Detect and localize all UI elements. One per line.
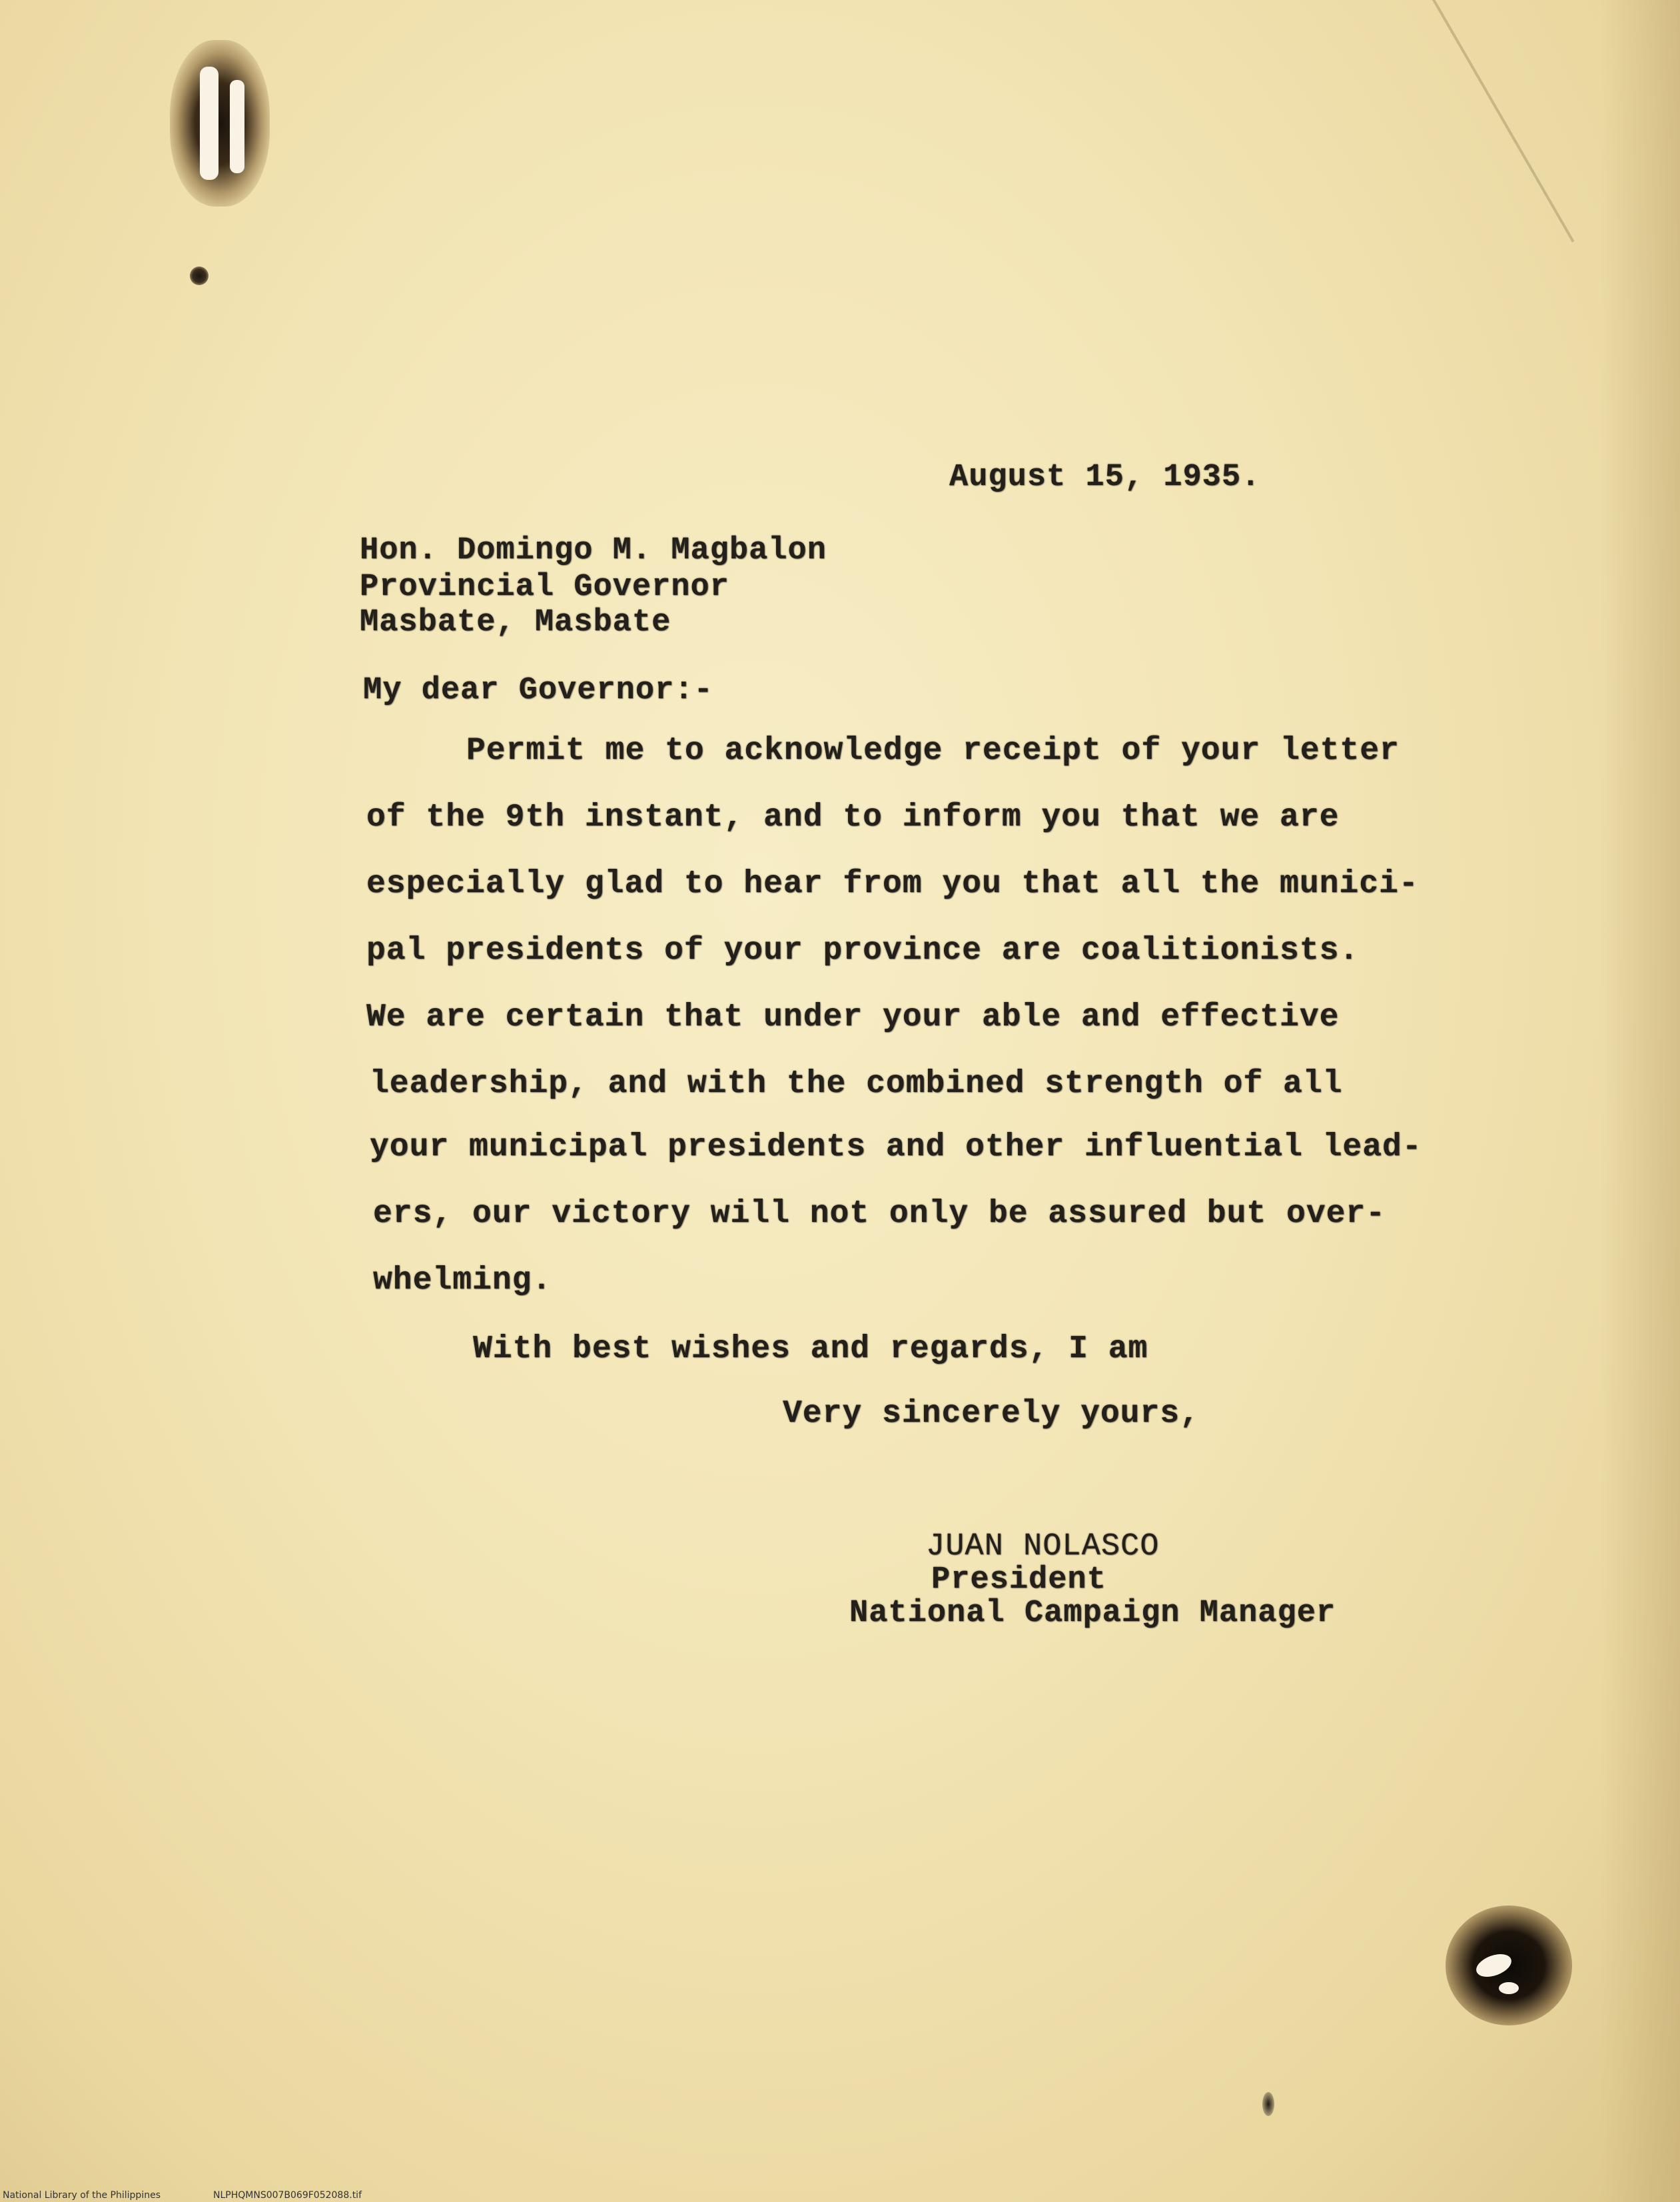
hole-bottom-right-2 xyxy=(1499,1982,1519,1994)
body-line: leadership, and with the combined strength of all xyxy=(370,1066,1343,1102)
top-right-crease xyxy=(1432,0,1574,243)
footer-archive: National Library of the Philippines xyxy=(3,2190,161,2201)
hole-top-left-2 xyxy=(230,80,244,173)
spot-bottom xyxy=(1262,2092,1274,2116)
spot-left xyxy=(190,267,209,285)
hole-top-left xyxy=(200,67,218,180)
footer-file-id: NLPHQMNS007B069F052088.tif xyxy=(213,2190,362,2201)
body-line: We are certain that under your able and effective xyxy=(366,999,1340,1035)
body-line: pal presidents of your province are coalitionists. xyxy=(366,933,1360,969)
body-line: whelming. xyxy=(373,1263,552,1299)
body-line: ers, our victory will not only be assured but over- xyxy=(373,1196,1386,1232)
addressee-name: Hon. Domingo M. Magbalon xyxy=(360,533,827,568)
signatory-title: President xyxy=(931,1562,1106,1598)
body-line: of the 9th instant, and to inform you that we are xyxy=(366,800,1340,835)
addressee-location: Masbate, Masbate xyxy=(360,605,671,640)
closing-line: With best wishes and regards, I am xyxy=(473,1331,1148,1367)
addressee-title: Provincial Governor xyxy=(360,570,729,605)
body-line: Permit me to acknowledge receipt of your letter xyxy=(466,733,1400,769)
letter-date: August 15, 1935. xyxy=(949,460,1261,495)
burn-mark-top-left xyxy=(170,40,270,207)
salutation: My dear Governor:- xyxy=(363,673,713,708)
signatory-name: JUAN NOLASCO xyxy=(926,1529,1160,1564)
body-line: your municipal presidents and other influential lead- xyxy=(370,1129,1422,1165)
body-line: especially glad to hear from you that all the munici- xyxy=(366,866,1419,902)
right-edge-shadow xyxy=(1600,0,1680,2202)
signatory-role: National Campaign Manager xyxy=(849,1596,1336,1631)
complimentary-close: Very sincerely yours, xyxy=(783,1396,1200,1432)
